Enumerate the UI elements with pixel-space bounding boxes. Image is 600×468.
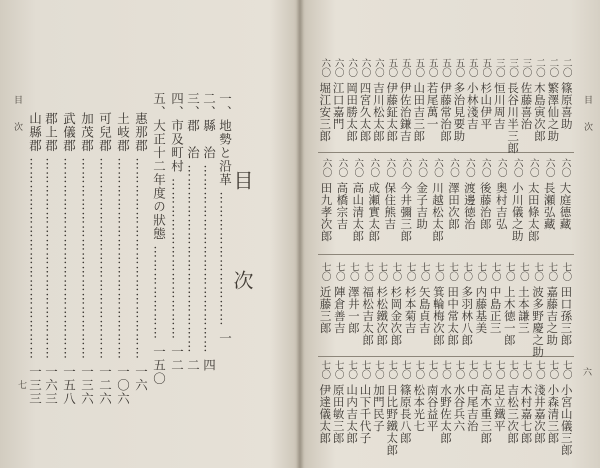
entry-name: 長瀬弘藏 <box>542 182 557 230</box>
entry-page-number: 七〇 <box>507 360 519 379</box>
entry-name: 田九孝次郎 <box>319 182 334 242</box>
entry-page-number: 六〇 <box>448 158 459 177</box>
entry-name: 木村嘉七郎 <box>519 384 534 444</box>
left-side-label: 目 次 <box>12 95 22 131</box>
entry-page-number: 二〇 <box>560 58 572 77</box>
entry-page-number: 七〇 <box>447 262 459 281</box>
entry-page-number: 六〇 <box>463 158 475 177</box>
entry-name: 若尾萬一 <box>425 82 440 130</box>
entry-name: 中尾吉治 <box>465 384 480 432</box>
entry-name: 山下千代子 <box>358 384 373 444</box>
entry-name: 高橋宗吉 <box>335 182 350 230</box>
row-divider <box>318 152 574 153</box>
name-entry <box>493 58 505 150</box>
entry-page-number: 七〇 <box>480 360 492 379</box>
entry-name: 今井彌三郎 <box>399 182 414 242</box>
entry-name: 後藤治郎 <box>478 182 493 230</box>
entry-name: 南谷益平 <box>425 384 440 432</box>
left-page-number: 七 <box>18 381 28 391</box>
entry-page-number: 三〇 <box>520 58 532 77</box>
name-entry <box>546 262 558 354</box>
name-entry <box>547 58 559 150</box>
name-entry <box>559 158 571 250</box>
name-entry <box>447 262 459 354</box>
entry-name: 佐藤喜治 <box>519 82 534 130</box>
entry-page-number: 五〇 <box>480 58 492 77</box>
entry-page-number: 七〇 <box>503 262 515 281</box>
entry-name: 四宮久太郎 <box>358 82 373 142</box>
toc-entry: 土岐郡 ……………………………………… 一〇六 <box>115 112 131 406</box>
entry-name: 加門民子 <box>371 384 386 432</box>
entry-name: 篠原長八郎 <box>398 384 413 444</box>
entry-name: 堀江安三郎 <box>318 82 333 142</box>
entry-page-number: 七〇 <box>346 360 358 379</box>
name-entry <box>448 158 460 250</box>
entry-name: 水谷兵六 <box>452 384 467 432</box>
entry-name: 小森清三郎 <box>546 384 561 444</box>
entry-page-number: 六〇 <box>372 58 384 77</box>
name-entry <box>372 360 384 458</box>
name-entry <box>332 58 344 150</box>
entry-page-number: 七〇 <box>426 360 438 379</box>
entry-name: 小宮山儀三郎 <box>559 384 574 456</box>
name-entry <box>527 158 539 250</box>
entry-page-number: 七〇 <box>546 262 558 281</box>
entry-page-number: 三〇 <box>493 58 505 77</box>
name-entry <box>426 360 438 458</box>
toc-entry: 一、地勢と沿革 ………………………… 一 <box>217 92 233 345</box>
entry-page-number: 七〇 <box>560 360 572 379</box>
name-entry <box>432 262 444 354</box>
entry-name: 内藤基美 <box>474 286 489 334</box>
entry-name: 高山清太郎 <box>351 182 366 242</box>
entry-name: 多羽林八郎 <box>460 286 475 346</box>
name-entry <box>547 360 559 458</box>
name-entry <box>531 262 546 358</box>
entry-name: 伊達儀太郎 <box>318 384 333 444</box>
entry-page-number: 六〇 <box>559 158 571 177</box>
entry-name: 保住熊吉 <box>383 182 398 230</box>
name-entry <box>400 158 412 250</box>
entry-name: 箕輪梅次郎 <box>431 286 446 346</box>
name-entry <box>503 262 515 354</box>
entry-page-number: 七〇 <box>520 360 532 379</box>
entry-name: 小川儀之助 <box>510 182 525 242</box>
toc-entry: 四、市及町村 ……………………………… 一二 <box>169 92 185 372</box>
name-entry <box>560 58 572 150</box>
entry-name: 中島正三 <box>488 286 503 334</box>
entry-page-number: 五〇 <box>426 58 438 77</box>
entry-name: 伊藤鉦太郎 <box>385 82 400 142</box>
right-page-number: 六 <box>583 368 593 378</box>
entry-page-number: 七〇 <box>418 262 430 281</box>
name-entry <box>399 58 411 150</box>
name-entry <box>404 262 416 354</box>
entry-page-number: 三〇 <box>507 58 519 77</box>
name-entry <box>386 58 398 150</box>
entry-name: 嘉藤吉之助 <box>545 286 560 346</box>
entry-name: 多治見要助 <box>452 82 467 142</box>
entry-page-number: 七〇 <box>359 360 371 379</box>
name-entry <box>368 158 380 250</box>
entry-page-number: 六〇 <box>319 58 331 77</box>
entry-page-number: 七〇 <box>440 360 451 379</box>
name-entry <box>336 158 348 250</box>
name-entry <box>506 58 521 154</box>
entry-page-number: 七〇 <box>347 262 359 281</box>
toc-entry: 二、縣 治 …………………………………… 四 <box>201 92 217 372</box>
entry-name: 奥村吉弘 <box>494 182 509 230</box>
entry-page-number: 七〇 <box>332 360 344 379</box>
name-entry <box>432 158 444 250</box>
entry-page-number: 五〇 <box>440 58 451 77</box>
entry-name: 山田吉三郎 <box>412 82 427 142</box>
entry-page-number: 五〇 <box>466 58 478 77</box>
name-entry <box>352 158 364 250</box>
entry-name: 矢島貞吉 <box>417 286 432 334</box>
name-entry <box>543 158 555 250</box>
entry-page-number: 六〇 <box>416 158 428 177</box>
entry-page-number: 七〇 <box>390 262 402 281</box>
entry-page-number: 七〇 <box>376 262 388 281</box>
entry-page-number: 七〇 <box>532 262 544 281</box>
name-entry <box>463 158 475 250</box>
entry-page-number: 六〇 <box>320 158 332 177</box>
entry-name: 波多野慶之助 <box>531 286 546 358</box>
entry-name: 高木重三郎 <box>479 384 494 444</box>
entry-name: 松本光七 <box>412 384 427 432</box>
entry-name: 大庭德藏 <box>558 182 573 230</box>
entry-name: 澤井一郎 <box>346 286 361 334</box>
toc-entry: 山縣郡 ……………………………………… 一三三 <box>27 112 43 406</box>
entry-page-number: 六〇 <box>400 158 412 177</box>
name-entry <box>372 58 384 150</box>
entry-page-number: 七〇 <box>493 360 505 379</box>
name-entry <box>320 158 332 250</box>
entry-page-number: 七〇 <box>475 262 487 281</box>
entry-name: 伊佐治鎌吉 <box>398 82 413 142</box>
name-entry <box>475 262 487 354</box>
entry-name: 木島寅次郎 <box>532 82 547 142</box>
name-entry <box>520 360 532 458</box>
name-entry <box>426 58 438 150</box>
entry-name: 繁澤仙之助 <box>546 82 561 142</box>
entry-name: 淺井嘉次郎 <box>532 384 547 444</box>
entry-page-number: 六〇 <box>479 158 491 177</box>
name-entry <box>418 262 430 354</box>
entry-name: 吉川松太郎 <box>371 82 386 142</box>
entry-name: 篠原喜助 <box>559 82 574 130</box>
entry-name: 杉本菊吉 <box>403 286 418 334</box>
name-entry <box>319 58 331 150</box>
entry-page-number: 七〇 <box>461 262 473 281</box>
entry-page-number: 五〇 <box>386 58 398 77</box>
entry-page-number: 六〇 <box>432 158 443 177</box>
page-title: 目 次 <box>230 170 254 320</box>
entry-name: 土本謙三 <box>516 286 531 334</box>
entry-name: 水野佐太郎 <box>439 384 453 444</box>
name-entry <box>533 360 545 458</box>
name-entry <box>453 360 465 458</box>
toc-entry: 五、大正十二年度の狀態 ………………… 一五〇 <box>151 92 167 386</box>
name-entry <box>413 360 425 458</box>
entry-name: 吉松三次郎 <box>506 384 521 444</box>
name-entry <box>533 58 545 150</box>
name-entry <box>466 360 478 458</box>
entry-name: 原田敏三郎 <box>331 384 346 444</box>
entry-page-number: 六〇 <box>332 58 344 77</box>
name-entry <box>493 360 505 458</box>
entry-name: 長谷川半三郎 <box>506 82 521 154</box>
entry-name: 福松吉太郎 <box>361 286 376 346</box>
entry-name: 成瀬實太郎 <box>367 182 382 242</box>
entry-name: 岡田勝太郎 <box>345 82 360 142</box>
name-entry <box>560 360 572 458</box>
entry-page-number: 七〇 <box>453 360 465 379</box>
name-entry <box>346 360 358 458</box>
entry-page-number: 七〇 <box>362 262 374 281</box>
entry-name: 近藤三郎 <box>318 286 333 334</box>
entry-page-number: 六〇 <box>511 158 523 177</box>
name-entry <box>507 360 519 458</box>
entry-name: 太田條太郎 <box>526 182 541 242</box>
entry-page-number: 六〇 <box>384 158 396 177</box>
entry-page-number: 七〇 <box>372 360 384 379</box>
right-side-label: 目 次 <box>582 95 592 131</box>
name-entry <box>319 360 331 458</box>
name-entry <box>359 360 371 458</box>
entry-name: 小林淺吉 <box>465 82 480 130</box>
entry-page-number: 六〇 <box>527 158 539 177</box>
entry-page-number: 七〇 <box>319 360 331 379</box>
entry-page-number: 七〇 <box>533 360 545 379</box>
name-entry <box>346 58 358 150</box>
name-entry <box>480 58 492 150</box>
name-entry <box>511 158 523 250</box>
entry-name: 山内吉太郎 <box>345 384 360 444</box>
toc-entry: 三、郡 治 …………………………………… 二 <box>185 92 201 372</box>
entry-name: 日比野鐵太郎 <box>385 384 400 456</box>
toc-entry: 武儀郡 ……………………………………… 一五八 <box>61 112 77 406</box>
entry-name: 杉松鐵次郎 <box>375 286 390 346</box>
name-entry <box>399 360 411 458</box>
entry-page-number: 六〇 <box>336 158 348 177</box>
entry-page-number: 七〇 <box>547 360 559 379</box>
name-entry <box>440 360 452 458</box>
name-entry <box>384 158 396 250</box>
entry-page-number: 七〇 <box>404 262 416 281</box>
toc-entry: 加茂郡 ……………………………………… 一三六 <box>79 112 95 406</box>
entry-page-number: 二〇 <box>547 58 559 77</box>
name-entry <box>413 58 425 150</box>
entry-page-number: 七〇 <box>560 262 572 281</box>
entry-name: 杉山伊平 <box>479 82 494 130</box>
entry-page-number: 七〇 <box>517 262 529 281</box>
entry-page-number: 七〇 <box>319 262 331 281</box>
name-entry <box>489 262 501 354</box>
name-entry <box>333 262 345 354</box>
name-entry <box>466 58 478 150</box>
name-entry <box>461 262 473 354</box>
entry-page-number: 五〇 <box>413 58 425 77</box>
entry-name: 田中常太郎 <box>446 286 461 346</box>
entry-page-number: 七〇 <box>399 360 411 379</box>
name-entry <box>560 262 572 354</box>
name-entry <box>376 262 388 354</box>
entry-name: 田口孫三郎 <box>559 286 574 346</box>
name-entry <box>453 58 465 150</box>
entry-name: 江口嘉門 <box>331 82 346 130</box>
entry-name: 川越松太郎 <box>431 182 445 242</box>
entry-name: 杉岡金次郎 <box>389 286 404 346</box>
entry-name: 陣倉善吉 <box>332 286 347 334</box>
entry-name: 渡邊徳治 <box>462 182 477 230</box>
name-entry <box>359 58 371 150</box>
name-entry <box>440 58 452 150</box>
entry-name: 伊藤常治郎 <box>439 82 453 142</box>
entry-page-number: 六〇 <box>495 158 507 177</box>
toc-entry: 可兒郡 ……………………………………… 一二六 <box>97 112 113 406</box>
name-entry <box>480 360 492 458</box>
name-entry <box>479 158 491 250</box>
entry-page-number: 六〇 <box>359 58 371 77</box>
entry-page-number: 六〇 <box>352 158 364 177</box>
name-entry <box>362 262 374 354</box>
row-divider <box>318 254 574 255</box>
entry-name: 金子吉助 <box>415 182 430 230</box>
entry-page-number: 六〇 <box>346 58 358 77</box>
name-entry <box>347 262 359 354</box>
name-entry <box>520 58 532 150</box>
entry-page-number: 七〇 <box>413 360 425 379</box>
entry-page-number: 五〇 <box>453 58 465 77</box>
entry-page-number: 七〇 <box>386 360 398 379</box>
entry-page-number: 七〇 <box>489 262 501 281</box>
name-entry <box>416 158 428 250</box>
entry-page-number: 五〇 <box>399 58 411 77</box>
entry-page-number: 二〇 <box>533 58 545 77</box>
entry-page-number: 六〇 <box>543 158 555 177</box>
name-entry <box>319 262 331 354</box>
entry-name: 澤田次郎 <box>447 182 461 230</box>
entry-page-number: 七〇 <box>333 262 345 281</box>
book-spine-shadow <box>296 0 304 468</box>
name-entry <box>517 262 529 354</box>
entry-name: 上木徳一郎 <box>502 286 517 346</box>
name-entry <box>332 360 344 458</box>
name-entry <box>386 360 398 458</box>
toc-entry: 郡上郡 ……………………………………… 一六三 <box>43 112 59 406</box>
entry-page-number: 七〇 <box>466 360 478 379</box>
entry-name: 足立鐵平 <box>492 384 507 432</box>
entry-page-number: 六〇 <box>368 158 380 177</box>
entry-name: 恒川周吉 <box>492 82 507 130</box>
entry-page-number: 七〇 <box>432 262 444 281</box>
name-entry <box>390 262 402 354</box>
toc-entry: 惠那郡 ……………………………………… 一六 <box>133 112 149 392</box>
name-entry <box>495 158 507 250</box>
